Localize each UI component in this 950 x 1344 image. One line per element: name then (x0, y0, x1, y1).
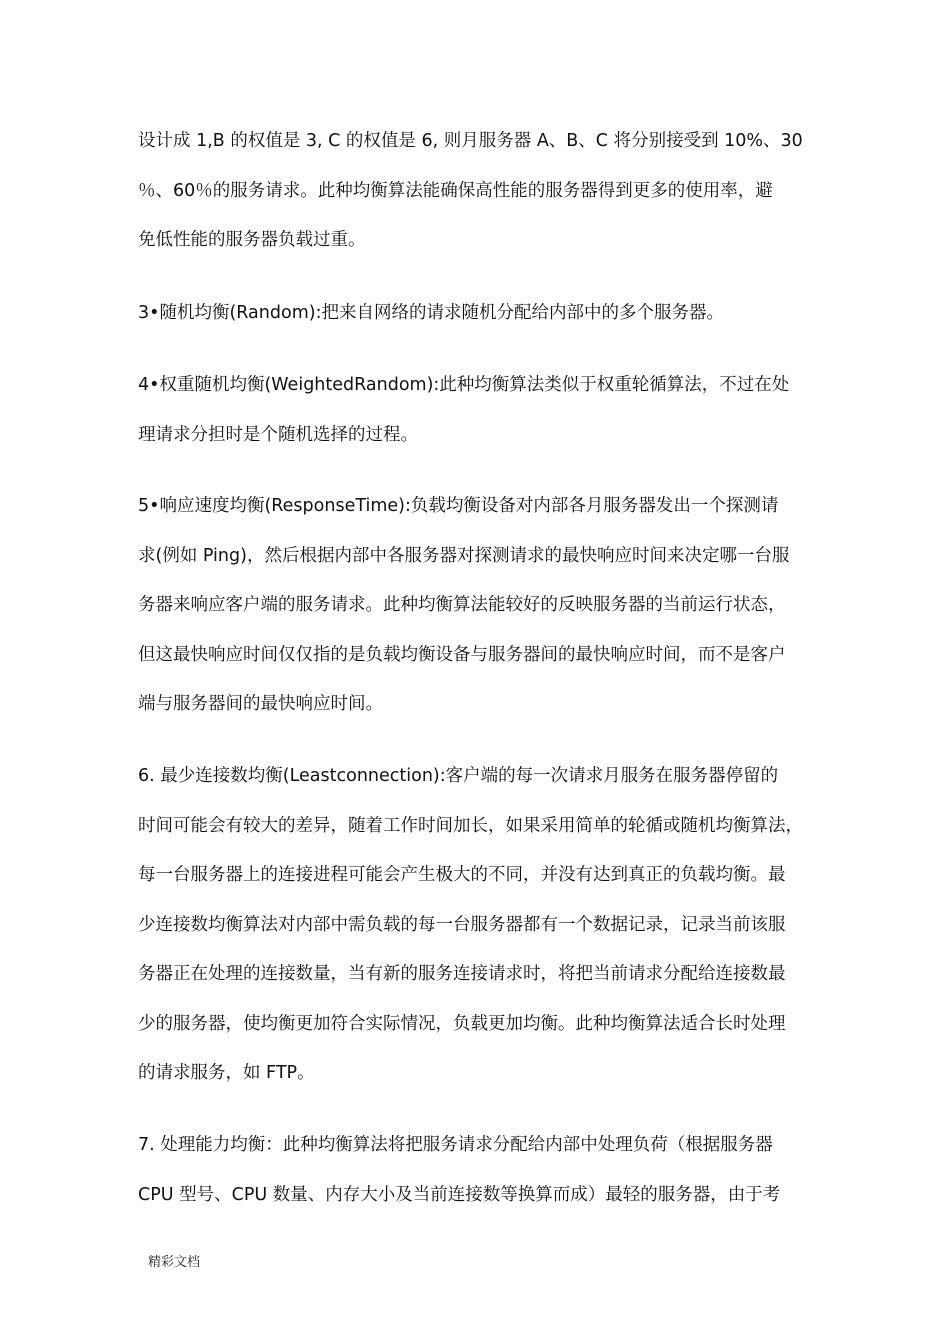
paragraph-line: 时间可能会有较大的差异，随着工作时间加长，如果采用简单的轮循或随机均衡算法， (138, 816, 803, 836)
paragraph-line: ％、60％的服务请求。此种均衡算法能确保高性能的服务器得到更多的使用率，避 (138, 181, 773, 201)
paragraph-line: 4•权重随机均衡(WeightedRandom):此种均衡算法类似于权重轮循算法，不过在处 (138, 375, 790, 395)
paragraph-line: 6. 最少连接数均衡(Leastconnection):客户端的每一次请求月服务在服务器停留的 (138, 766, 779, 786)
paragraph-line: 5•响应速度均衡(ResponseTime):负载均衡设备对内部各月服务器发出一个探测请 (138, 496, 779, 516)
paragraph-line: 7. 处理能力均衡：此种均衡算法将把服务请求分配给内部中处理负荷（根据服务器 (138, 1135, 773, 1155)
paragraph-line: 务器来响应客户端的服务请求。此种均衡算法能较好的反映服务器的当前运行状态， (138, 595, 786, 615)
page-footer: 精彩文档 (148, 1255, 201, 1270)
paragraph-line: 少连接数均衡算法对内部中需负载的每一台服务器都有一个数据记录，记录当前该服 (138, 915, 786, 935)
paragraph-line: 免低性能的服务器负载过重。 (138, 230, 366, 250)
paragraph-line: 每一台服务器上的连接进程可能会产生极大的不同，并没有达到真正的负载均衡。最 (138, 865, 786, 885)
paragraph-line: 求(例如 Ping)，然后根据内部中各服务器对探测请求的最快响应时间来决定哪一台服 (138, 546, 790, 566)
paragraph-line: 少的服务器，使均衡更加符合实际情况，负载更加均衡。此种均衡算法适合长时处理 (138, 1014, 786, 1034)
paragraph-line: 端与服务器间的最快响应时间。 (138, 694, 383, 714)
paragraph-line: 的请求服务，如 FTP。 (138, 1063, 315, 1083)
paragraph-line: CPU 型号、CPU 数量、内存大小及当前连接数等换算而成）最轻的服务器，由于考 (138, 1185, 781, 1205)
paragraph-line: 理请求分担时是个随机选择的过程。 (138, 425, 418, 445)
paragraph-line: 设计成 1,B 的权值是 3, C 的权值是 6, 则月服务器 A、B、C 将分别接受到 10%、30 (138, 131, 803, 151)
paragraph-line: 3•随机均衡(Random):把来自网络的请求随机分配给内部中的多个服务器。 (138, 303, 724, 323)
paragraph-line: 务器正在处理的连接数量，当有新的服务连接请求时，将把当前请求分配给连接数最 (138, 964, 786, 984)
paragraph-line: 但这最快响应时间仅仅指的是负载均衡设备与服务器间的最快响应时间，而不是客户 (138, 645, 786, 665)
